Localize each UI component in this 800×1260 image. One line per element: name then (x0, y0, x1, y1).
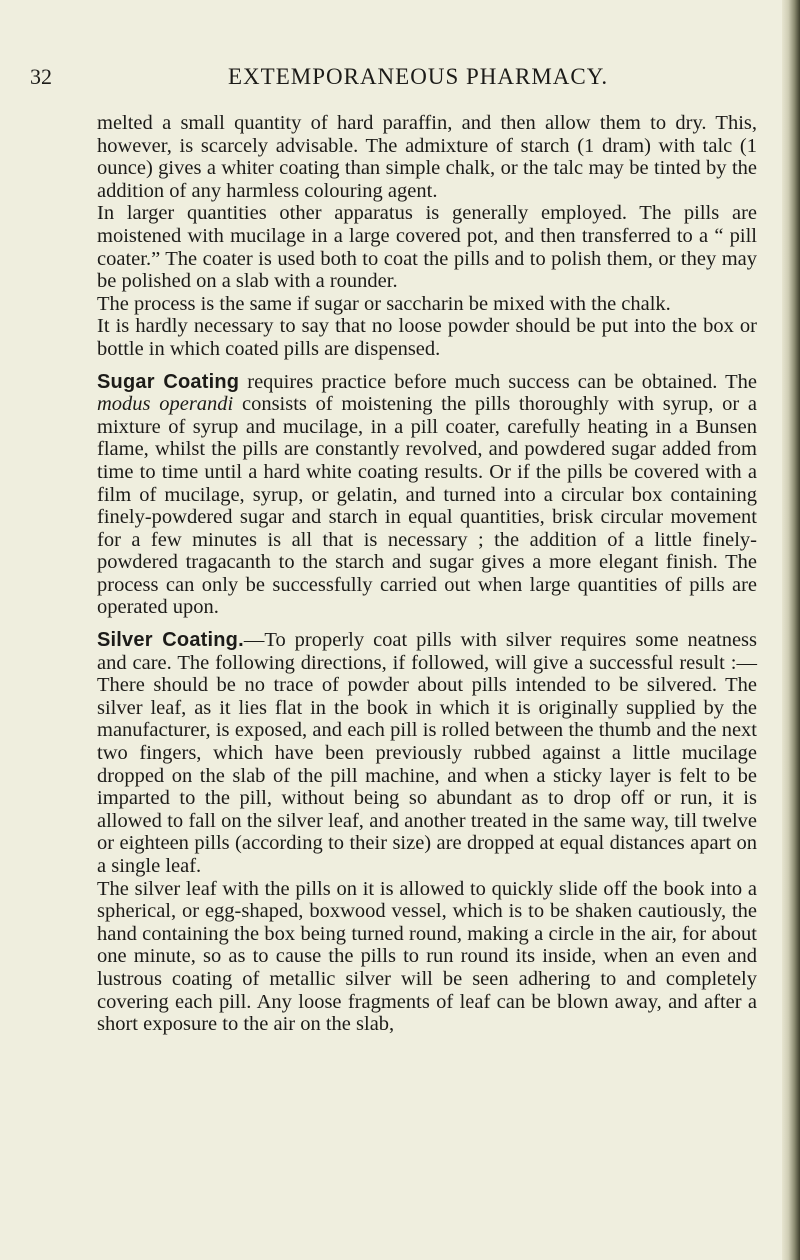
page-edge-shadow (782, 0, 800, 1260)
paragraph-sugar-saccharin: The process is the same if sugar or saccharin be mixed with the chalk. (97, 292, 671, 315)
sugar-coating-text-a: requires practice before much success can be obtained. The (239, 370, 757, 393)
page-number: 32 (30, 64, 52, 89)
silver-coating-text: —To properly coat pills with silver requires some neatness and care. The following directions, if followed, will give a successful result :—There should be no trace of powder about pills intended to be silvered. The silver leaf, as it lies flat in the book in which it is originally supplied by the manufacturer, is exposed, and each pill is rolled between the thumb and the next two fingers, which have been previously rubbed against a little mucilage dropped on the slab of the pill machine, and when a sticky layer is felt to be imparted to the pill, without being so abundant as to drop off or run, it is allowed to fall on the silver leaf, and another treated in the same way, till twelve or eighteen pills (according to their size) are dropped at equal distances apart on a single leaf. (97, 629, 758, 877)
sugar-coating-text-b: consists of moistening the pills thoroughly with syrup, or a mixture of syrup and mucilage, in a pill coater, carefully heating in a Bunsen flame, whilst the pills are constantly revolved, and powdered sugar added from time to time until a hard white coating results. Or if the pills be covered with a film of mucilage, syrup, or gelatin, and turned into a circular box containing finely-powdered sugar and starch in equal quantities, brisk circular movement for a few minutes is all that is necessary ; the addition of a little finely-powdered tragacanth to the starch and sugar gives a more elegant finish. The process can only be successfully carried out when large quantities of pills are operated upon. (97, 393, 757, 619)
section-heading-silver-coating: Silver Coating. (97, 629, 244, 652)
paragraph-silver-leaf: The silver leaf with the pills on it is allowed to quickly slide off the book into a spherical, or egg-shaped, boxwood vessel, which is to be shaken cautiously, the hand containing the box being turned round, making a circle in the air, for about one minute, so as to cause the pills to run round its inside, when an even and lustrous coating of metallic silver will be seen adhering to and completely covering each pill. Any loose fragments of leaf can be blown away, and after a short exposure to the air on the slab, (97, 877, 757, 1036)
paragraph-loose-powder: It is hardly necessary to say that no loose powder should be put into the box or bottle in which coated pills are dispensed. (97, 315, 757, 360)
paragraph-sugar-coating (97, 371, 757, 620)
page-header (30, 64, 740, 94)
paragraph-silver-coating (97, 629, 757, 878)
sugar-coating-italic: modus operandi (97, 393, 234, 416)
running-head: EXTEMPORANEOUS PHARMACY. (228, 64, 609, 89)
section-heading-sugar-coating: Sugar Coating (97, 370, 240, 393)
paragraph-paraffin: melted a small quantity of hard paraffin, and then allow them to dry. This, however, is scarcely advisable. The admixture of starch (1 dram) with talc (1 ounce) gives a whiter coating than simple chalk, or the talc may be tinted by the addition of any harmless colouring agent. (97, 112, 757, 202)
page-body (97, 112, 757, 1036)
paragraph-larger-quantities: In larger quantities other apparatus is generally employed. The pills are moistened with mucilage in a large covered pot, and then transferred to a “ pill coater.” The coater is used both to coat the pills and to polish them, or they may be polished on a slab with a rounder. (97, 202, 757, 293)
